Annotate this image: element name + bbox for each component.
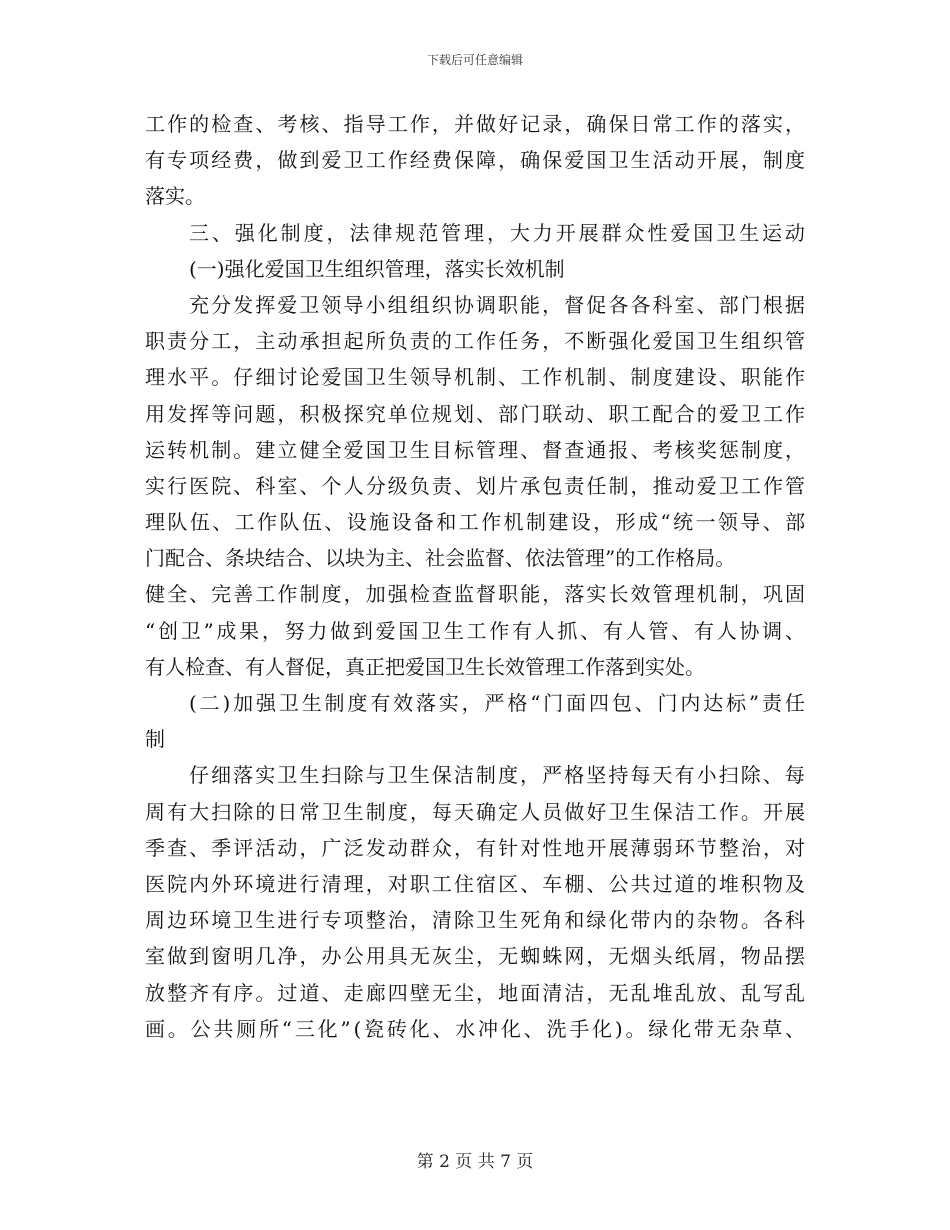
text-line: 放整齐有序。过道、走廊四壁无尘，地面清洁，无乱堆乱放、乱写乱: [145, 980, 808, 1005]
text-line: 医院内外环境进行清理，对职工住宿区、车棚、公共过道的堆积物及: [145, 871, 808, 896]
text-line: 理水平。仔细讨论爱国卫生领导机制、工作机制、制度建设、职能作: [145, 365, 808, 390]
text-line: 有人检查、有人督促，真正把爱国卫生长效管理工作落到实处。: [145, 654, 705, 679]
text-line: 周边环境卫生进行专项整治，清除卫生死角和绿化带内的杂物。各科: [145, 908, 808, 933]
text-line: “创卫”成果，努力做到爱国卫生工作有人抓、有人管、有人协调、: [145, 618, 808, 643]
page-footer: 第 2 页 共 7 页: [416, 1152, 534, 1172]
text-line: 用发挥等问题，积极探究单位规划、部门联动、职工配合的爱卫工作: [145, 401, 808, 426]
text-line: 充分发挥爱卫领导小组组织协调职能，督促各各科室、部门根据: [189, 292, 807, 317]
text-line: 周有大扫除的日常卫生制度，每天确定人员做好卫生保洁工作。开展: [145, 799, 808, 824]
text-line: 三、强化制度，法律规范管理，大力开展群众性爱国卫生运动: [189, 220, 808, 245]
text-line: 落实。: [145, 184, 205, 209]
text-line: 有专项经费，做到爱卫工作经费保障，确保爱国卫生活动开展，制度: [145, 148, 808, 173]
text-line: 仔细落实卫生扫除与卫生保洁制度，严格坚持每天有小扫除、每: [189, 763, 807, 788]
text-line: 实行医院、科室、个人分级负责、划片承包责任制，推动爱卫工作管: [145, 473, 808, 498]
text-line: 工作的检查、考核、指导工作，并做好记录，确保日常工作的落实，: [145, 112, 808, 136]
text-line: 门配合、条块结合、以块为主、社会监督、依法管理”的工作格局。: [145, 546, 736, 571]
text-line: 运转机制。建立健全爱国卫生目标管理、督查通报、考核奖惩制度，: [145, 437, 808, 462]
text-line: 画。公共厕所“三化”(瓷砖化、水冲化、洗手化)。绿化带无杂草、: [145, 1016, 808, 1041]
text-line: 理队伍、工作队伍、设施设备和工作机制建设，形成“统一领导、部: [145, 510, 808, 535]
document-body: [145, 106, 808, 1047]
text-line: 职责分工，主动承担起所负责的工作任务，不断强化爱国卫生组织管: [145, 329, 808, 354]
text-line: 健全、完善工作制度，加强检查监督职能，落实长效管理机制，巩固: [145, 582, 808, 607]
text-line: 季查、季评活动，广泛发动群众，有针对性地开展薄弱环节整治，对: [145, 835, 808, 860]
page-header: 下载后可任意编辑: [426, 53, 523, 67]
text-line: (一)强化爱国卫生组织管理，落实长效机制: [189, 256, 565, 281]
text-line: (二)加强卫生制度有效落实，严格“门面四包、门内达标”责任: [189, 691, 808, 715]
text-line: 室做到窗明几净，办公用具无灰尘，无蜘蛛网，无烟头纸屑，物品摆: [145, 944, 808, 969]
text-line: 制: [145, 727, 165, 752]
